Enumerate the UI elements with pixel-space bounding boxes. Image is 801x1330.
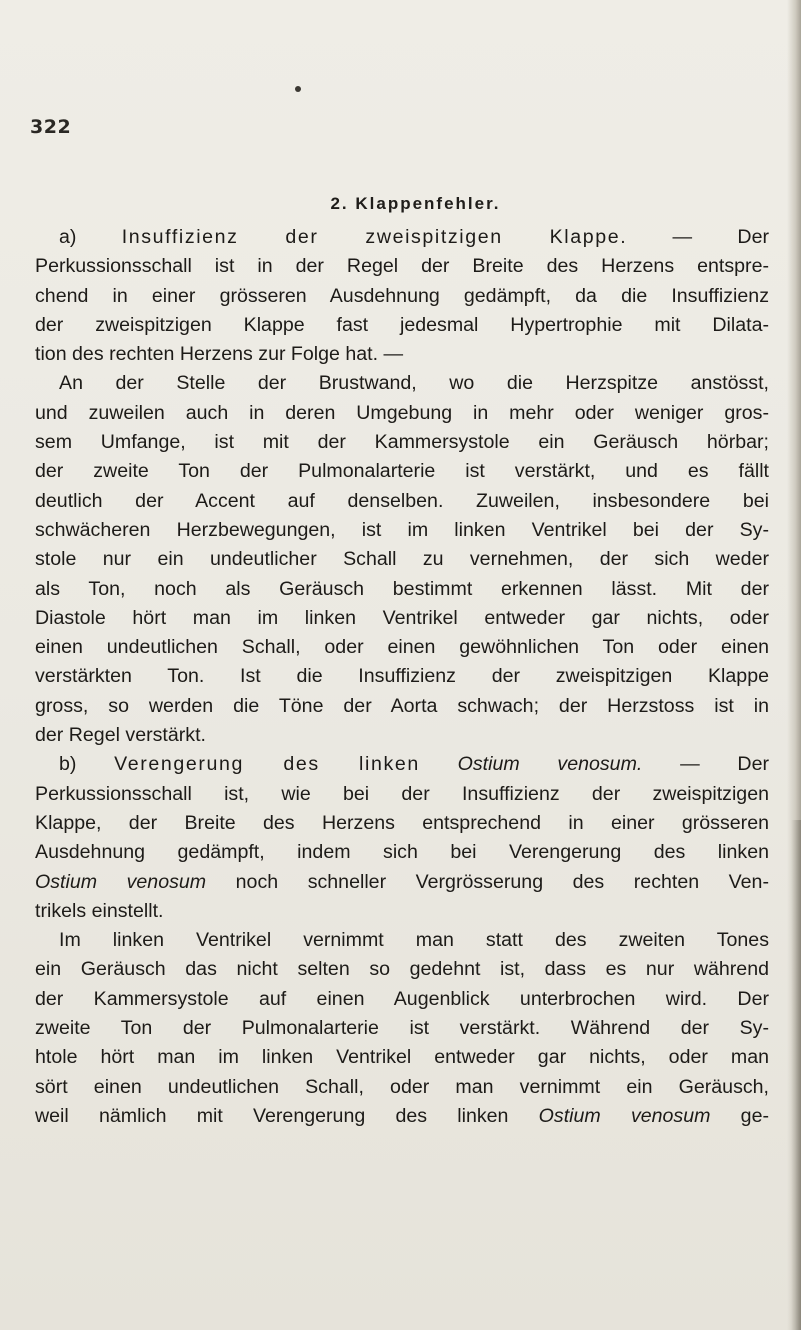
text-segment: Perkussionsschall ist, wie bei der Insuffizienz der zweispitzigen <box>35 782 769 805</box>
text-segment: Klappe, der Breite des Herzens entsprechend in einer grösseren <box>35 811 769 834</box>
text-segment: deutlich der Accent auf denselben. Zuweilen, insbesondere bei <box>35 489 769 512</box>
text-segment: weil nämlich mit Verengerung des linken <box>35 1104 539 1127</box>
text-segment: der zweispitzigen Klappe fast jedesmal Hypertrophie mit Dilata- <box>35 313 769 336</box>
text-line <box>35 662 769 691</box>
text-line <box>35 633 769 662</box>
text-segment: der Kammersystole auf einen Augenblick unterbrochen wird. Der <box>35 987 769 1010</box>
text-segment: sört einen undeutlichen Schall, oder man vernimmt ein Geräusch, <box>35 1075 769 1098</box>
text-line <box>35 955 769 984</box>
text-line <box>35 721 769 750</box>
spaced-heading: Verengerung des linken <box>114 753 420 776</box>
text-segment: b) <box>59 753 115 776</box>
italic-term: Ostium venosum. <box>457 753 643 776</box>
spaced-heading: Insuffizienz der zweispitzigen Klappe. <box>121 226 628 248</box>
text-line <box>35 369 769 398</box>
italic-term: Ostium venosum <box>35 870 207 893</box>
text-segment: htole hört man im linken Ventrikel entweder gar nichts, oder man <box>35 1046 769 1069</box>
text-segment: stole nur ein undeutlicher Schall zu vernehmen, der sich weder <box>35 548 769 571</box>
text-line <box>35 1073 769 1102</box>
text-line <box>35 809 769 838</box>
page-edge-shadow <box>791 820 801 1330</box>
text-line <box>35 282 769 311</box>
text-line <box>35 1043 769 1072</box>
page-number: 322 <box>30 116 72 138</box>
text-line <box>35 252 769 281</box>
text-segment: Diastole hört man im linken Ventrikel entweder gar nichts, oder <box>35 606 769 629</box>
text-line <box>35 868 769 897</box>
text-segment: trikels einstellt. <box>35 899 164 922</box>
text-line <box>35 1102 769 1131</box>
text-segment: gross, so werden die Töne der Aorta schwach; der Herzstoss ist in <box>35 694 769 717</box>
text-line <box>35 516 769 545</box>
text-segment: sem Umfange, ist mit der Kammersystole ein Geräusch hörbar; <box>35 431 769 454</box>
text-line <box>35 926 769 955</box>
text-line <box>35 750 769 779</box>
text-segment: zweite Ton der Pulmonalarterie ist verstärkt. Während der Sy- <box>35 1017 769 1040</box>
text-line <box>35 838 769 867</box>
text-line <box>35 428 769 457</box>
text-segment: a) <box>59 226 122 248</box>
text-line <box>35 340 769 369</box>
text-line <box>35 223 769 252</box>
text-segment: An der Stelle der Brustwand, wo die Herzspitze anstösst, <box>59 372 769 395</box>
text-segment: ge- <box>710 1104 769 1127</box>
text-segment: der zweite Ton der Pulmonalarterie ist verstärkt, und es fällt <box>35 460 769 483</box>
body-text <box>35 223 769 1131</box>
text-line <box>35 897 769 926</box>
text-segment: ein Geräusch das nicht selten so gedehnt ist, dass es nur während <box>35 958 769 981</box>
text-line <box>35 399 769 428</box>
section-heading: 2. Klappenfehler. <box>330 194 501 213</box>
text-line <box>35 604 769 633</box>
text-segment: chend in einer grösseren Ausdehnung gedämpft, da die Insuffizienz <box>35 284 769 307</box>
text-line <box>35 780 769 809</box>
text-segment: einen undeutlichen Schall, oder einen gewöhnlichen Ton oder einen <box>35 636 769 659</box>
text-segment: Perkussionsschall ist in der Regel der Breite des Herzens entspre- <box>35 255 769 278</box>
text-line <box>35 1014 769 1043</box>
text-segment: tion des rechten Herzens zur Folge hat. — <box>35 343 404 366</box>
ink-speck <box>295 86 301 92</box>
text-segment: als Ton, noch als Geräusch bestimmt erkennen lässt. Mit der <box>35 577 769 600</box>
text-line <box>35 487 769 516</box>
text-segment: der Regel verstärkt. <box>35 724 206 747</box>
text-segment: — Der <box>642 753 770 776</box>
text-line <box>35 692 769 721</box>
text-line <box>35 311 769 340</box>
text-segment: Ausdehnung gedämpft, indem sich bei Verengerung des linken <box>35 841 769 864</box>
text-segment: schwächeren Herzbewegungen, ist im linken Ventrikel bei der Sy- <box>35 518 769 541</box>
text-segment: — Der <box>627 226 769 248</box>
text-segment: noch schneller Vergrösserung des rechten Ven- <box>206 870 769 893</box>
italic-term: Ostium venosum <box>538 1104 711 1127</box>
text-segment <box>420 753 458 775</box>
text-line <box>35 545 769 574</box>
text-segment: und zuweilen auch in deren Umgebung in mehr oder weniger gros- <box>35 401 769 424</box>
text-segment: verstärkten Ton. Ist die Insuffizienz der zweispitzigen Klappe <box>35 665 769 688</box>
text-line <box>35 575 769 604</box>
text-line <box>35 457 769 486</box>
text-line <box>35 985 769 1014</box>
text-segment: Im linken Ventrikel vernimmt man statt des zweiten Tones <box>59 929 769 952</box>
